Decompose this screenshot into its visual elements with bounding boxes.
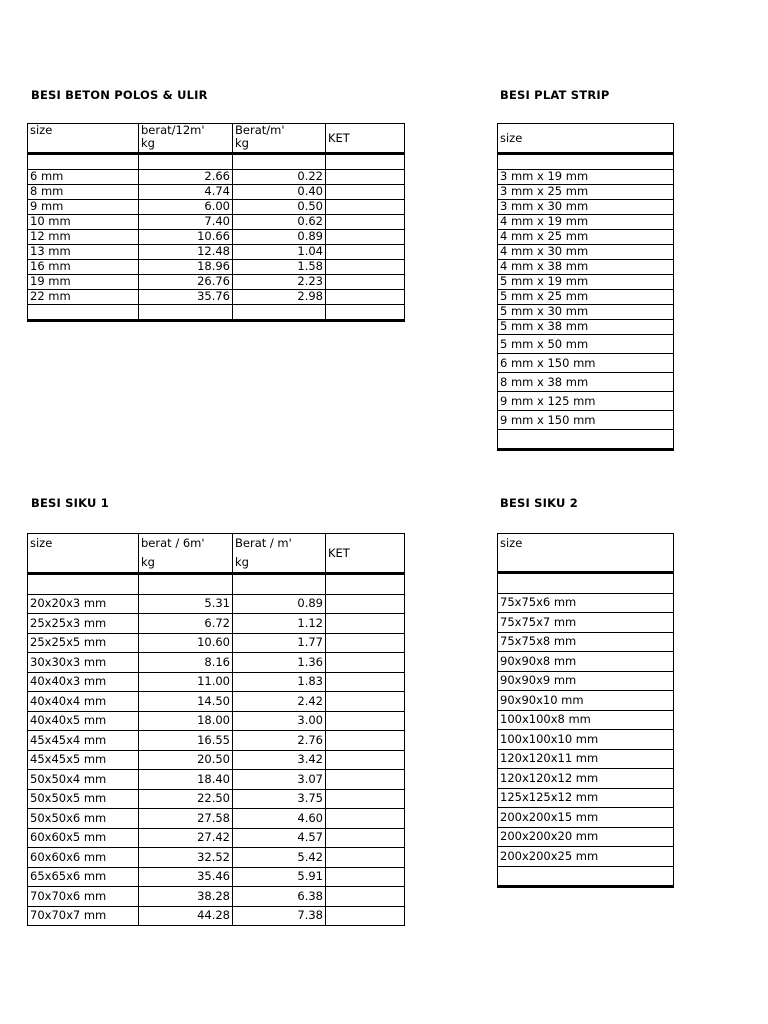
table-row [498,808,674,828]
size-cell: 5 mm x 25 mm [498,290,674,305]
weight-cell: 26.76 [139,275,233,290]
table-row [498,392,674,411]
size-cell: 60x60x5 mm [28,828,139,848]
ket-cell [326,672,405,692]
size-cell: 4 mm x 19 mm [498,215,674,230]
size-cell: 20x20x3 mm [28,594,139,614]
table-row [28,711,405,731]
weight-per-m-cell: 1.12 [233,614,326,634]
table-row [498,373,674,392]
ket-cell [326,230,405,245]
table-row [498,593,674,613]
size-cell: 9 mm [28,200,139,215]
table-cell [139,154,233,170]
table-row [498,215,674,230]
size-cell: 3 mm x 19 mm [498,170,674,185]
weight-per-m-cell: 2.98 [233,290,326,305]
header-ket: KET [326,124,405,154]
ket-cell [326,215,405,230]
weight-per-m-cell: 3.00 [233,711,326,731]
header-berat-12m-unit: kg [141,136,155,150]
weight-cell: 5.31 [139,594,233,614]
table-row [28,290,405,305]
siku2-table [497,533,674,888]
table-row [28,275,405,290]
table-row [498,691,674,711]
weight-cell: 38.28 [139,887,233,907]
table-row [498,788,674,808]
header-size: size [28,124,139,154]
weight-cell: 44.28 [139,906,233,926]
size-cell: 16 mm [28,260,139,275]
header-size: size [498,534,674,573]
size-cell: 75x75x6 mm [498,593,674,613]
weight-per-m-cell: 2.76 [233,731,326,751]
weight-per-m-cell: 1.77 [233,633,326,653]
weight-per-m-cell: 2.42 [233,692,326,712]
siku1-table [27,533,405,926]
size-cell: 120x120x12 mm [498,769,674,789]
table-cell [28,574,139,595]
size-cell: 9 mm x 125 mm [498,392,674,411]
table-row [28,867,405,887]
weight-cell: 7.40 [139,215,233,230]
ket-cell [326,692,405,712]
weight-per-m-cell: 0.22 [233,170,326,185]
header-berat-12m [139,124,233,154]
size-cell: 4 mm x 30 mm [498,245,674,260]
table-row-blank [498,573,674,594]
size-cell: 70x70x6 mm [28,887,139,907]
table-cell [326,305,405,321]
size-cell: 90x90x10 mm [498,691,674,711]
weight-cell: 4.74 [139,185,233,200]
ket-cell [326,887,405,907]
weight-per-m-cell: 1.04 [233,245,326,260]
table-row-blank [28,305,405,321]
table-row [498,200,674,215]
weight-cell: 32.52 [139,848,233,868]
weight-per-m-cell: 4.57 [233,828,326,848]
weight-per-m-cell: 0.50 [233,200,326,215]
weight-cell: 18.40 [139,770,233,790]
table-header-row [498,124,674,154]
weight-cell: 22.50 [139,789,233,809]
table-cell [498,154,674,170]
weight-per-m-cell: 5.42 [233,848,326,868]
beton-section-title: BESI BETON POLOS & ULIR [31,88,208,102]
size-cell: 40x40x3 mm [28,672,139,692]
header-size: size [28,534,139,574]
table-row [28,170,405,185]
weight-per-m-cell: 3.42 [233,750,326,770]
ket-cell [326,245,405,260]
table-row-blank [28,154,405,170]
ket-cell [326,653,405,673]
size-cell: 90x90x9 mm [498,671,674,691]
table-row [498,230,674,245]
table-cell [28,154,139,170]
ket-cell [326,633,405,653]
size-cell: 60x60x6 mm [28,848,139,868]
table-row [498,749,674,769]
table-cell [498,430,674,450]
table-row [28,594,405,614]
weight-cell: 8.16 [139,653,233,673]
size-cell: 90x90x8 mm [498,652,674,672]
table-cell [233,574,326,595]
ket-cell [326,711,405,731]
siku1-section-title: BESI SIKU 1 [31,496,110,510]
size-cell: 45x45x5 mm [28,750,139,770]
size-cell: 25x25x5 mm [28,633,139,653]
size-cell: 6 mm [28,170,139,185]
table-row [28,245,405,260]
table-header-row [498,534,674,573]
size-cell: 50x50x6 mm [28,809,139,829]
size-cell: 5 mm x 38 mm [498,320,674,335]
table-row [28,614,405,634]
size-cell: 3 mm x 25 mm [498,185,674,200]
table-row [498,769,674,789]
size-cell: 4 mm x 25 mm [498,230,674,245]
weight-per-m-cell: 7.38 [233,906,326,926]
table-row [498,354,674,373]
size-cell: 8 mm [28,185,139,200]
header-berat-m-unit: kg [235,555,249,569]
size-cell: 19 mm [28,275,139,290]
ket-cell [326,731,405,751]
size-cell: 4 mm x 38 mm [498,260,674,275]
header-berat-6m-unit: kg [141,555,155,569]
ket-cell [326,867,405,887]
weight-cell: 10.66 [139,230,233,245]
siku2-section-title: BESI SIKU 2 [500,496,579,510]
weight-per-m-cell: 0.62 [233,215,326,230]
table-row [28,750,405,770]
table-row [498,710,674,730]
table-row [498,290,674,305]
table-row [28,185,405,200]
table-row [498,185,674,200]
ket-cell [326,275,405,290]
table-row [498,652,674,672]
table-row [28,672,405,692]
ket-cell [326,260,405,275]
header-berat-12m-label: berat/12m' [141,123,205,137]
table-cell [233,154,326,170]
table-cell [28,305,139,321]
table-cell [498,866,674,887]
header-berat-6m-label: berat / 6m' [141,536,205,550]
ket-cell [326,200,405,215]
size-cell: 10 mm [28,215,139,230]
table-row [28,260,405,275]
size-cell: 75x75x8 mm [498,632,674,652]
weight-cell: 35.46 [139,867,233,887]
size-cell: 5 mm x 30 mm [498,305,674,320]
size-cell: 13 mm [28,245,139,260]
table-row [28,633,405,653]
table-header-row [28,124,405,154]
weight-per-m-cell: 1.58 [233,260,326,275]
table-row [498,411,674,430]
table-row [28,906,405,926]
weight-cell: 27.42 [139,828,233,848]
size-cell: 45x45x4 mm [28,731,139,751]
size-cell: 200x200x25 mm [498,847,674,867]
table-row [28,848,405,868]
header-size: size [498,124,674,154]
table-row [498,305,674,320]
header-berat-m [233,534,326,574]
table-row [28,200,405,215]
size-cell: 75x75x7 mm [498,613,674,633]
table-row [498,245,674,260]
size-cell: 50x50x4 mm [28,770,139,790]
weight-per-m-cell: 0.40 [233,185,326,200]
header-berat-m-unit: kg [235,136,249,150]
weight-cell: 14.50 [139,692,233,712]
table-cell [233,305,326,321]
size-cell: 9 mm x 150 mm [498,411,674,430]
weight-per-m-cell: 1.83 [233,672,326,692]
ket-cell [326,614,405,634]
table-row [498,671,674,691]
ket-cell [326,770,405,790]
weight-per-m-cell: 4.60 [233,809,326,829]
table-row [28,789,405,809]
size-cell: 125x125x12 mm [498,788,674,808]
size-cell: 120x120x11 mm [498,749,674,769]
size-cell: 70x70x7 mm [28,906,139,926]
table-row [498,847,674,867]
header-berat-6m [139,534,233,574]
weight-per-m-cell: 0.89 [233,230,326,245]
ket-cell [326,906,405,926]
table-row-blank [28,574,405,595]
size-cell: 5 mm x 50 mm [498,335,674,354]
size-cell: 40x40x4 mm [28,692,139,712]
size-cell: 50x50x5 mm [28,789,139,809]
table-row [28,230,405,245]
weight-per-m-cell: 5.91 [233,867,326,887]
weight-cell: 2.66 [139,170,233,185]
table-row [28,770,405,790]
plat-table [497,123,674,451]
weight-cell: 12.48 [139,245,233,260]
ket-cell [326,848,405,868]
size-cell: 22 mm [28,290,139,305]
weight-cell: 6.00 [139,200,233,215]
size-cell: 3 mm x 30 mm [498,200,674,215]
ket-cell [326,809,405,829]
size-cell: 100x100x8 mm [498,710,674,730]
table-cell [326,154,405,170]
table-header-row [28,534,405,574]
table-row [498,335,674,354]
size-cell: 25x25x3 mm [28,614,139,634]
weight-per-m-cell: 2.23 [233,275,326,290]
size-cell: 65x65x6 mm [28,867,139,887]
weight-cell: 18.96 [139,260,233,275]
table-row [28,692,405,712]
size-cell: 12 mm [28,230,139,245]
table-row [28,828,405,848]
weight-per-m-cell: 3.07 [233,770,326,790]
header-ket: KET [326,534,405,574]
table-row [28,809,405,829]
ket-cell [326,170,405,185]
table-row [28,653,405,673]
weight-per-m-cell: 1.36 [233,653,326,673]
table-row-blank [498,866,674,887]
table-row [28,731,405,751]
table-row [498,320,674,335]
weight-per-m-cell: 0.89 [233,594,326,614]
size-cell: 200x200x20 mm [498,827,674,847]
table-row [498,632,674,652]
weight-cell: 20.50 [139,750,233,770]
weight-cell: 18.00 [139,711,233,731]
table-row [498,170,674,185]
ket-cell [326,828,405,848]
size-cell: 200x200x15 mm [498,808,674,828]
size-cell: 5 mm x 19 mm [498,275,674,290]
weight-cell: 6.72 [139,614,233,634]
weight-cell: 16.55 [139,731,233,751]
ket-cell [326,594,405,614]
table-cell [326,574,405,595]
plat-section-title: BESI PLAT STRIP [500,88,610,102]
header-berat-m-label: Berat/m' [235,123,285,137]
ket-cell [326,750,405,770]
weight-per-m-cell: 3.75 [233,789,326,809]
table-row [28,887,405,907]
table-row [498,260,674,275]
beton-table [27,123,405,322]
table-row [498,613,674,633]
header-berat-m-label: Berat / m' [235,536,292,550]
ket-cell [326,789,405,809]
weight-cell: 27.58 [139,809,233,829]
ket-cell [326,290,405,305]
table-row-blank [498,430,674,450]
table-cell [139,305,233,321]
table-row [28,215,405,230]
size-cell: 30x30x3 mm [28,653,139,673]
table-cell [139,574,233,595]
weight-per-m-cell: 6.38 [233,887,326,907]
size-cell: 100x100x10 mm [498,730,674,750]
table-row-blank [498,154,674,170]
weight-cell: 11.00 [139,672,233,692]
table-row [498,730,674,750]
table-cell [498,573,674,594]
table-row [498,275,674,290]
weight-cell: 10.60 [139,633,233,653]
size-cell: 40x40x5 mm [28,711,139,731]
ket-cell [326,185,405,200]
weight-cell: 35.76 [139,290,233,305]
size-cell: 6 mm x 150 mm [498,354,674,373]
header-berat-m [233,124,326,154]
table-row [498,827,674,847]
size-cell: 8 mm x 38 mm [498,373,674,392]
